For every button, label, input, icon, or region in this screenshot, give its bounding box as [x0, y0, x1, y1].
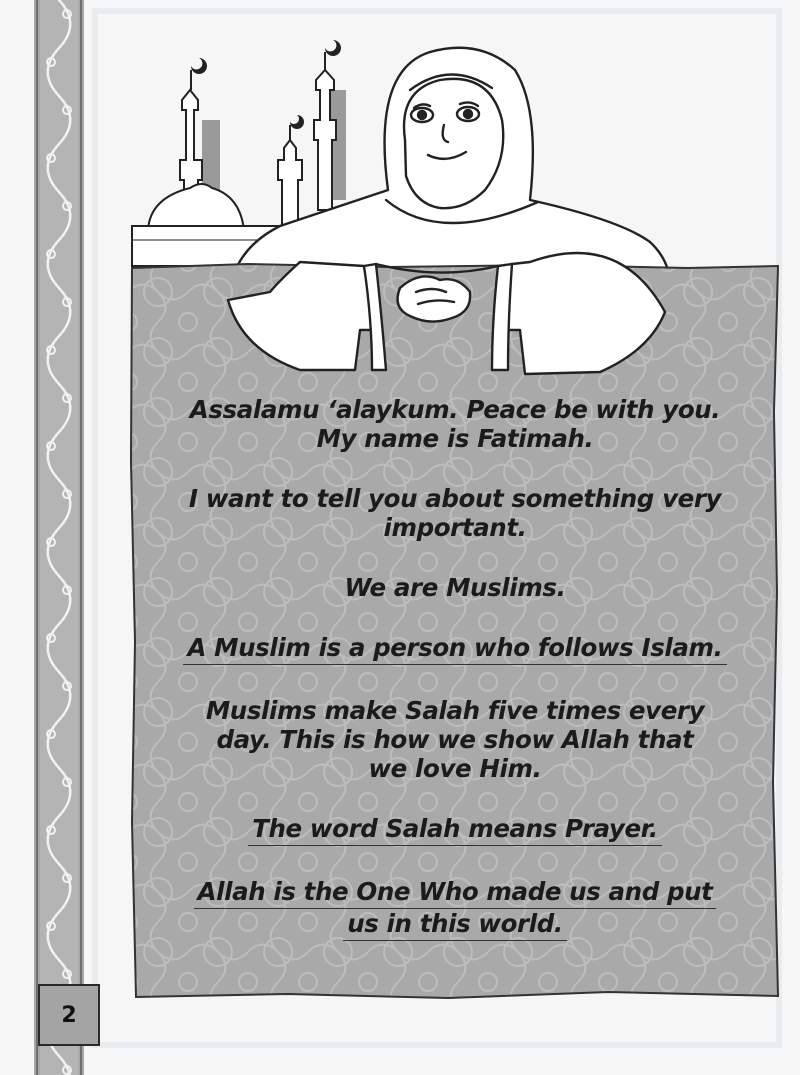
lesson-line-text: We are Muslims. — [344, 573, 566, 602]
page-number-box — [38, 984, 100, 1046]
lesson-paragraph — [155, 484, 755, 542]
lesson-line — [155, 696, 755, 725]
lesson-line — [155, 424, 755, 453]
decorative-side-border — [34, 0, 84, 1075]
paragraph-gap — [155, 542, 755, 573]
lesson-line-text: day. This is how we show Allah that — [216, 725, 694, 754]
lesson-paragraph — [155, 395, 755, 453]
lesson-line — [155, 877, 755, 909]
lesson-line — [155, 484, 755, 513]
paragraph-gap — [155, 453, 755, 484]
paragraph-gap — [155, 783, 755, 814]
lesson-line — [155, 814, 755, 846]
lesson-line-text: us in this world. — [343, 909, 567, 941]
lesson-line — [155, 909, 755, 941]
lesson-line — [155, 633, 755, 665]
page-number: 2 — [61, 1002, 77, 1028]
girl-overlay — [120, 30, 800, 390]
lesson-line — [155, 395, 755, 424]
lesson-line-text: Muslims make Salah five times every — [205, 696, 705, 725]
lesson-line-text: The word Salah means Prayer. — [248, 814, 662, 846]
lesson-line-text: My name is Fatimah. — [316, 424, 594, 453]
lesson-line-text: A Muslim is a person who follows Islam. — [183, 633, 726, 665]
lesson-line — [155, 573, 755, 602]
paragraph-gap — [155, 602, 755, 633]
lesson-paragraph — [155, 573, 755, 602]
lesson-paragraph — [155, 633, 755, 665]
lesson-paragraph — [155, 814, 755, 846]
lesson-line — [155, 754, 755, 783]
lesson-line-text: Assalamu ‘alaykum. Peace be with you. — [189, 395, 721, 424]
lesson-line — [155, 513, 755, 542]
lesson-paragraph — [155, 877, 755, 941]
lesson-line-text: Allah is the One Who made us and put — [194, 877, 717, 909]
lesson-line — [155, 725, 755, 754]
lesson-paragraph — [155, 696, 755, 783]
paragraph-gap — [155, 846, 755, 877]
lesson-line-text: important. — [383, 513, 527, 542]
lesson-line-text: I want to tell you about something very — [188, 484, 722, 513]
lesson-line-text: we love Him. — [368, 754, 542, 783]
lesson-text — [155, 395, 755, 941]
paragraph-gap — [155, 665, 755, 696]
